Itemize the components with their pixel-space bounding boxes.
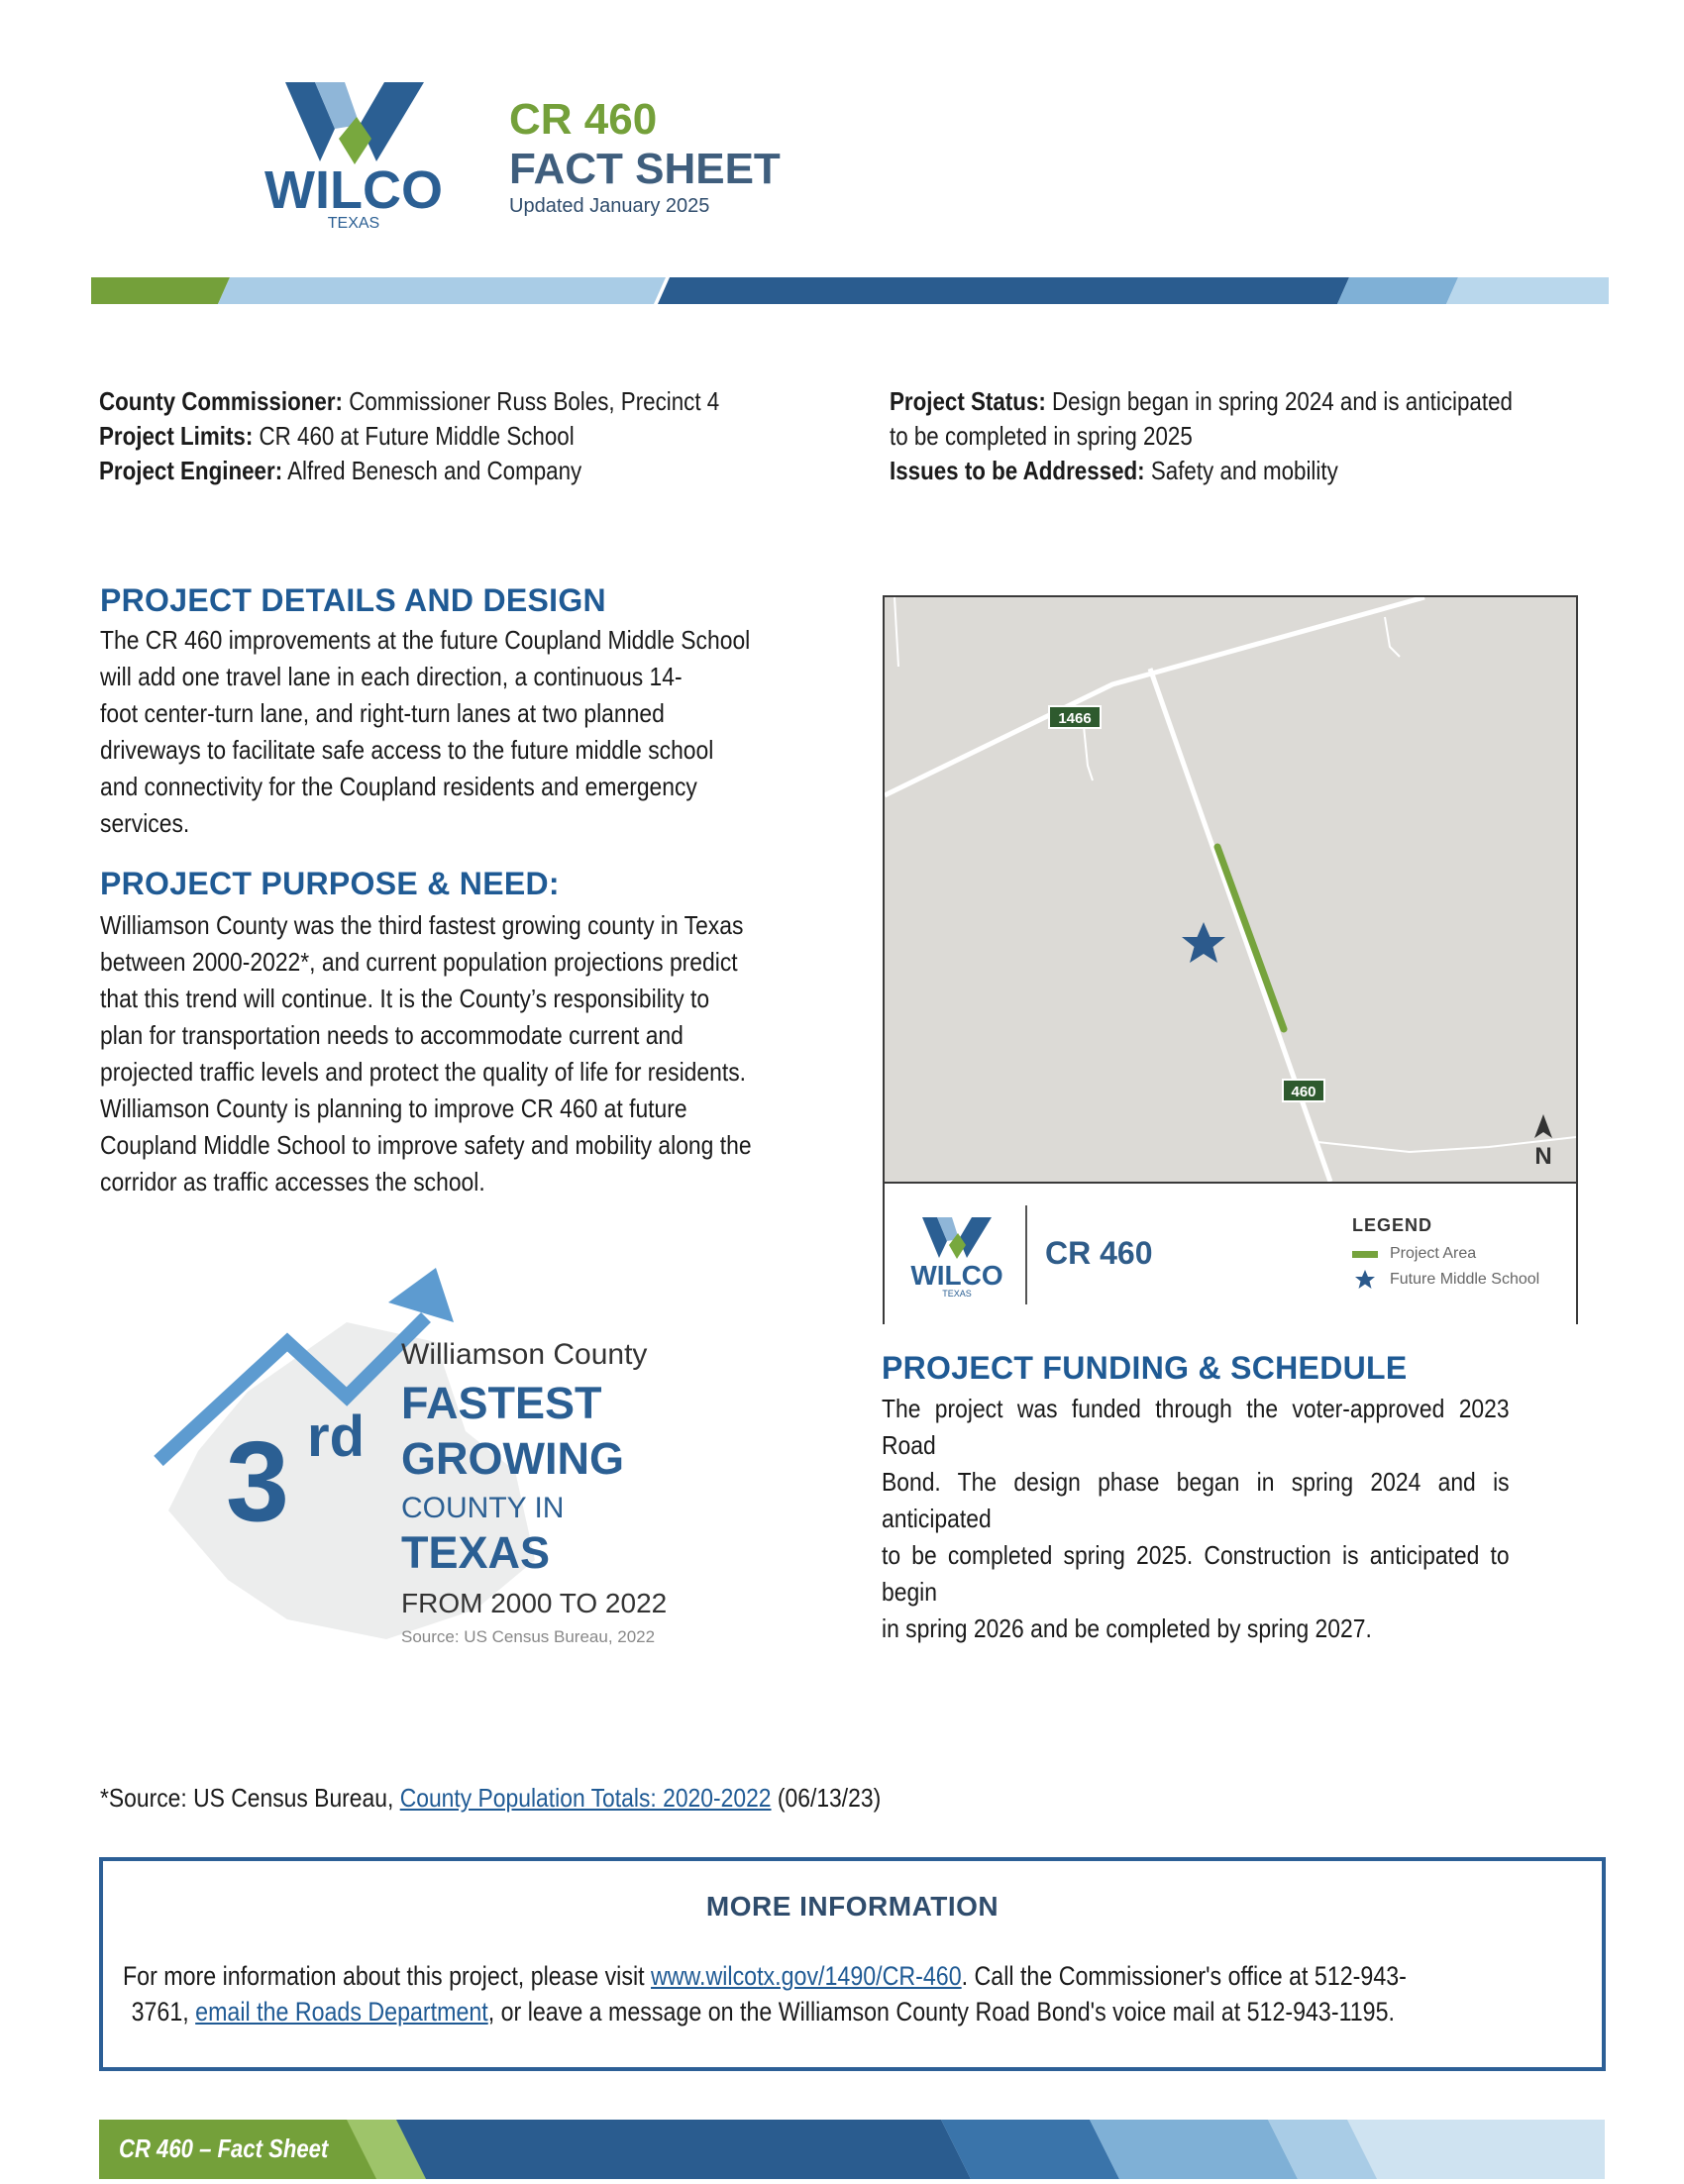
census-link[interactable]: County Population Totals: 2020-2022 — [399, 1783, 772, 1813]
info-engineer: Project Engineer: Alfred Benesch and Company — [99, 456, 582, 485]
purpose-paragraph: Williamson County was the third fastest growing county in Texas between 2000-2022*, and current population projections predict that this trend will continue. It is the County’s responsibility to plan for transportation needs to accommodate current and projected traffic levels and protect the quality of life for residents. Williamson County is planning to improve CR 460 at future Coupland Middle School to improve safety and mobility along the corridor as traffic accesses the school. — [100, 910, 752, 1196]
map-canvas — [885, 597, 1576, 1182]
svg-text:TEXAS: TEXAS — [942, 1289, 972, 1299]
legend-divider — [1025, 1205, 1027, 1304]
source-note: *Source: US Census Bureau, County Population Totals: 2020-2022 (06/13/23) — [100, 1783, 882, 1813]
legend-star-icon — [1354, 1269, 1376, 1291]
map-project-name: CR 460 — [1045, 1235, 1153, 1271]
svg-text:WILCO: WILCO — [910, 1260, 1003, 1291]
road-label-460: 460 — [1291, 1084, 1316, 1100]
info-growing: GROWING — [401, 1433, 624, 1484]
info-texas: TEXAS — [401, 1527, 551, 1578]
info-status-cont: to be completed in spring 2025 — [890, 421, 1193, 451]
road-label-1466: 1466 — [1058, 710, 1092, 727]
more-info-text: For more information about this project, please visit www.wilcotx.gov/1490/CR-460. Call the Commissioner's office at 512-943- 3761, email the Roads Department, or leave a message on the Williamson County Road Bond's voice mail at 512-943-1195. — [123, 1961, 1407, 2027]
info-fastest: FASTEST — [401, 1378, 602, 1428]
header-color-bar — [91, 277, 1609, 304]
funding-paragraph: The project was funded through the voter-approved 2023 Road Bond. The design phase began in spring 2024 and is anticipated to be completed spring 2025. Construction is anticipated to begin in spring 2026 and be completed by spring 2027. — [882, 1394, 1510, 1643]
more-info-title: MORE INFORMATION — [705, 1891, 1000, 1922]
map-wilco-logo — [902, 1213, 1011, 1302]
purpose-heading: PROJECT PURPOSE & NEED: — [100, 866, 560, 901]
legend-school: Future Middle School — [1390, 1271, 1540, 1288]
info-county-in: COUNTY IN — [401, 1492, 565, 1524]
legend-project-area: Project Area — [1390, 1245, 1477, 1262]
footer-label: CR 460 – Fact Sheet — [119, 2133, 329, 2163]
rank-number: 3 — [226, 1418, 289, 1545]
logo-wordmark: WILCO — [264, 160, 443, 220]
info-commissioner: County Commissioner: Commissioner Russ Boles, Precinct 4 — [99, 386, 720, 416]
updated-date: Updated January 2025 — [509, 195, 710, 217]
project-info-right — [890, 384, 1513, 488]
details-paragraph: The CR 460 improvements at the future Coupland Middle School will add one travel lane in each direction, a continuous 14- foot center-turn lane, and right-turn lanes at two planned driveways to facilitate safe access to the future middle school and connectivity for the Coupland residents and emergency services. — [100, 625, 751, 838]
legend-project-swatch — [1352, 1251, 1378, 1258]
info-period: FROM 2000 TO 2022 — [401, 1588, 668, 1618]
project-info-left — [99, 384, 719, 488]
wilco-logo — [248, 77, 461, 236]
legend-title: LEGEND — [1352, 1215, 1433, 1235]
funding-heading: PROJECT FUNDING & SCHEDULE — [882, 1350, 1408, 1386]
email-roads-link[interactable]: email the Roads Department — [195, 1997, 488, 2027]
growth-infographic — [139, 1263, 733, 1659]
map-legend — [885, 1182, 1576, 1324]
info-issues: Issues to be Addressed: Safety and mobility — [890, 456, 1338, 485]
info-status: Project Status: Design began in spring 2024 and is anticipated — [890, 386, 1513, 416]
details-heading: PROJECT DETAILS AND DESIGN — [100, 582, 606, 618]
info-county: Williamson County — [401, 1338, 648, 1371]
project-url-link[interactable]: www.wilcotx.gov/1490/CR-460 — [651, 1961, 962, 1991]
rank-suffix: rd — [307, 1404, 365, 1469]
project-map — [883, 595, 1578, 1324]
title-fact-sheet: FACT SHEET — [509, 145, 781, 193]
north-label: N — [1534, 1143, 1552, 1170]
logo-subtext: TEXAS — [327, 215, 380, 232]
info-source: Source: US Census Bureau, 2022 — [401, 1627, 656, 1646]
title-project: CR 460 — [509, 95, 658, 144]
more-information-box — [99, 1857, 1606, 2071]
info-limits: Project Limits: CR 460 at Future Middle School — [99, 421, 575, 451]
